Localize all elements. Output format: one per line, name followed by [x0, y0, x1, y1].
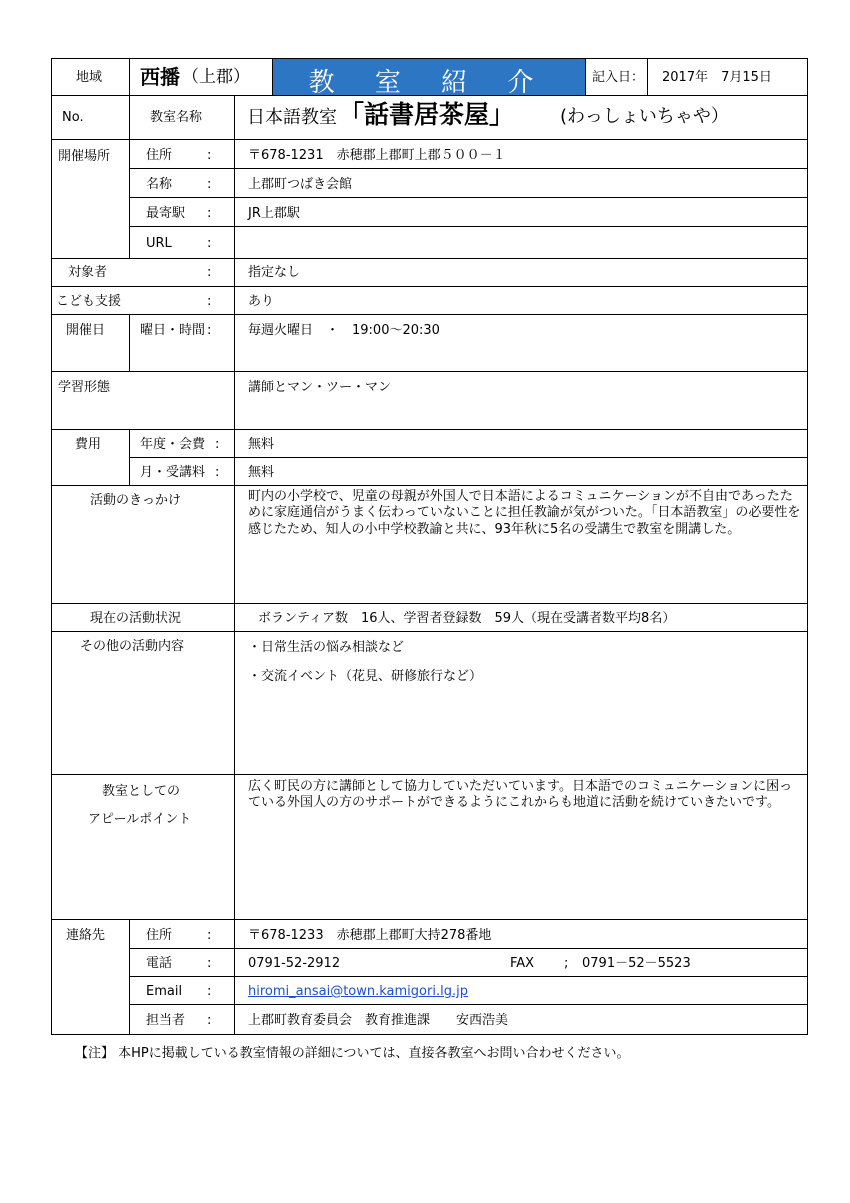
appeal-label-cell — [52, 775, 235, 919]
banner-title — [273, 59, 586, 98]
appeal-label-line2: アピールポイント — [88, 812, 192, 827]
schedule-label: 開催日 — [66, 323, 106, 338]
contact-phone-label: 電話 — [146, 956, 173, 971]
venue-name-label: 名称 — [146, 177, 173, 192]
contact-section-label: 連絡先 — [66, 928, 106, 943]
header-row — [52, 59, 807, 96]
contact-section — [52, 920, 807, 1034]
fees-label: 費用 — [75, 437, 102, 452]
target-colon: : — [207, 265, 212, 280]
contact-row-person — [130, 1005, 807, 1034]
fees-annual-value: 無料 — [248, 437, 275, 452]
contact-phone-label-cell — [130, 949, 235, 976]
target-label-cell — [52, 258, 235, 286]
contact-fax-label: FAX — [510, 956, 535, 971]
venue-row-name — [130, 169, 807, 198]
classroom-info-sheet — [51, 58, 808, 1035]
contact-email-label-cell — [130, 977, 235, 1004]
region-value: 西播 — [140, 65, 180, 89]
venue-station-value: JR上郡駅 — [248, 206, 300, 221]
venue-url-label: URL — [146, 236, 172, 251]
current-status-row — [52, 604, 807, 632]
fees-monthly-label: 月・受講料 — [140, 465, 206, 480]
venue-station-label-cell — [130, 198, 235, 226]
entry-date-label: 記入日： — [592, 70, 645, 85]
contact-address-colon: : — [207, 928, 212, 943]
schedule-label-cell — [52, 315, 130, 371]
region-sub: （上郡） — [182, 67, 250, 87]
fees-row-monthly — [130, 458, 807, 485]
venue-row-address — [130, 140, 807, 169]
venue-address-colon: : — [207, 148, 212, 163]
contact-phone-value: 0791-52-2912 — [248, 956, 341, 971]
child-support-colon: : — [207, 294, 212, 309]
venue-row-station — [130, 198, 807, 227]
classroom-name-prefix: 日本語教室 — [247, 107, 337, 128]
classroom-name-reading: (わっしょいちゃや） — [560, 106, 729, 127]
contact-email-label: Email — [146, 984, 183, 999]
learning-style-value: 講師とマン・ツー・マン — [248, 380, 392, 395]
learning-style-label-cell — [52, 372, 235, 429]
contact-email-colon: : — [207, 984, 212, 999]
venue-address-label: 住所 — [146, 148, 173, 163]
child-support-row — [52, 287, 807, 315]
banner-title-text: 教 室 紹 介 — [308, 68, 550, 98]
contact-person-value: 上郡町教育委員会 教育推進課 安西浩美 — [248, 1013, 509, 1028]
contact-row-address — [130, 920, 807, 949]
venue-name-value: 上郡町つばき会館 — [248, 177, 353, 192]
contact-address-label: 住所 — [146, 928, 173, 943]
target-label: 対象者 — [68, 265, 108, 280]
venue-address-value: 〒678-1231 赤穂郡上郡町上郡５００－１ — [248, 148, 506, 163]
venue-section — [52, 140, 807, 259]
region-label: 地域 — [76, 70, 103, 85]
origin-row — [52, 485, 807, 604]
fees-section — [52, 430, 807, 486]
fees-monthly-value: 無料 — [248, 465, 275, 480]
entry-date-label-cell — [586, 59, 648, 95]
origin-text: 町内の小学校で、児童の母親が外国人で日本語によるコミュニケーションが不自由であったために家庭通信がうまく伝わっていないことに担任教諭が気がついた。「日本語教室」の必要性を感じたため、知人の小中学校教諭と共に、93年秋に5名の受講生で教室を開講した。 — [248, 489, 801, 537]
other-activity-item: ・日常生活の悩み相談など — [248, 640, 405, 655]
fees-annual-colon: : — [215, 437, 220, 452]
classroom-name-main: 「話書居茶屋」 — [339, 100, 515, 129]
venue-address-label-cell — [130, 140, 235, 168]
appeal-row — [52, 775, 807, 920]
schedule-colon: : — [207, 323, 212, 338]
entry-date-value-cell — [648, 59, 807, 95]
contact-person-colon: : — [207, 1013, 212, 1028]
learning-style-label: 学習形態 — [58, 380, 111, 395]
child-support-value: あり — [248, 294, 275, 309]
venue-station-label: 最寄駅 — [146, 206, 186, 221]
learning-style-row — [52, 372, 807, 430]
contact-fax-value: 0791－52－5523 — [582, 956, 691, 971]
fees-monthly-colon: : — [215, 465, 220, 480]
target-value: 指定なし — [248, 265, 301, 280]
other-activities-row — [52, 632, 807, 775]
venue-url-label-cell — [130, 227, 235, 258]
appeal-label-line1: 教室としての — [102, 784, 181, 799]
fees-row-annual — [130, 430, 807, 458]
schedule-row — [52, 315, 807, 372]
fees-label-cell — [52, 430, 130, 485]
contact-email-link[interactable]: hiromi_ansai@town.kamigori.lg.jp — [248, 984, 468, 999]
current-status-label-cell — [52, 604, 235, 631]
child-support-label: こども支援 — [56, 294, 122, 309]
schedule-sublabel-cell — [130, 315, 235, 371]
contact-phone-colon: : — [207, 956, 212, 971]
fees-annual-label: 年度・会費 — [140, 437, 206, 452]
current-status-value: ボランティア数 16人、学習者登録数 59人（現在受講者数平均8名） — [258, 611, 676, 626]
target-row — [52, 258, 807, 287]
contact-row-phone — [130, 949, 807, 977]
appeal-text: 広く町民の方に講師として協力していただいています。日本語でのコミュニケーションに困っている外国人の方のサポートができるようにこれからも地道に活動を続けていきたいです。 — [248, 779, 793, 811]
contact-person-label: 担当者 — [146, 1013, 186, 1028]
name-row — [52, 96, 807, 140]
venue-row-url — [130, 227, 807, 258]
fees-monthly-label-cell — [130, 458, 235, 485]
no-label: No. — [62, 110, 84, 125]
no-cell — [52, 96, 130, 139]
schedule-value: 毎週火曜日 ・ 19:00～20:30 — [248, 323, 440, 338]
contact-section-label-cell — [52, 920, 130, 1034]
venue-section-label-cell — [52, 140, 130, 258]
entry-date-value: 2017年 7月15日 — [662, 70, 772, 85]
region-value-cell — [130, 59, 273, 95]
contact-address-value: 〒678-1233 赤穂郡上郡町大持278番地 — [248, 928, 492, 943]
contact-row-email — [130, 977, 807, 1005]
contact-person-label-cell — [130, 1005, 235, 1034]
region-label-cell — [52, 59, 130, 95]
schedule-sublabel: 曜日・時間 — [140, 323, 206, 338]
fees-annual-label-cell — [130, 430, 235, 457]
current-status-label: 現在の活動状況 — [90, 611, 182, 626]
contact-fax-colon: ; — [564, 956, 569, 971]
origin-label-cell — [52, 485, 235, 603]
other-activity-item: ・交流イベント（花見、研修旅行など） — [248, 669, 483, 684]
venue-url-colon: : — [207, 236, 212, 251]
classroom-name-label: 教室名称 — [150, 110, 203, 125]
footer-note: 【注】 本HPに掲載している教室情報の詳細については、直接各教室へお問い合わせください。 — [75, 1046, 630, 1061]
venue-name-label-cell — [130, 169, 235, 197]
venue-station-colon: : — [207, 206, 212, 221]
classroom-name-value-cell — [235, 96, 807, 139]
origin-label: 活動のきっかけ — [90, 493, 182, 508]
other-activities-label-cell — [52, 632, 235, 774]
other-activities-label: その他の活動内容 — [80, 639, 185, 654]
venue-section-label: 開催場所 — [58, 149, 111, 164]
venue-name-colon: : — [207, 177, 212, 192]
child-support-label-cell — [52, 287, 235, 314]
contact-address-label-cell — [130, 920, 235, 948]
classroom-name-label-cell — [130, 96, 235, 139]
